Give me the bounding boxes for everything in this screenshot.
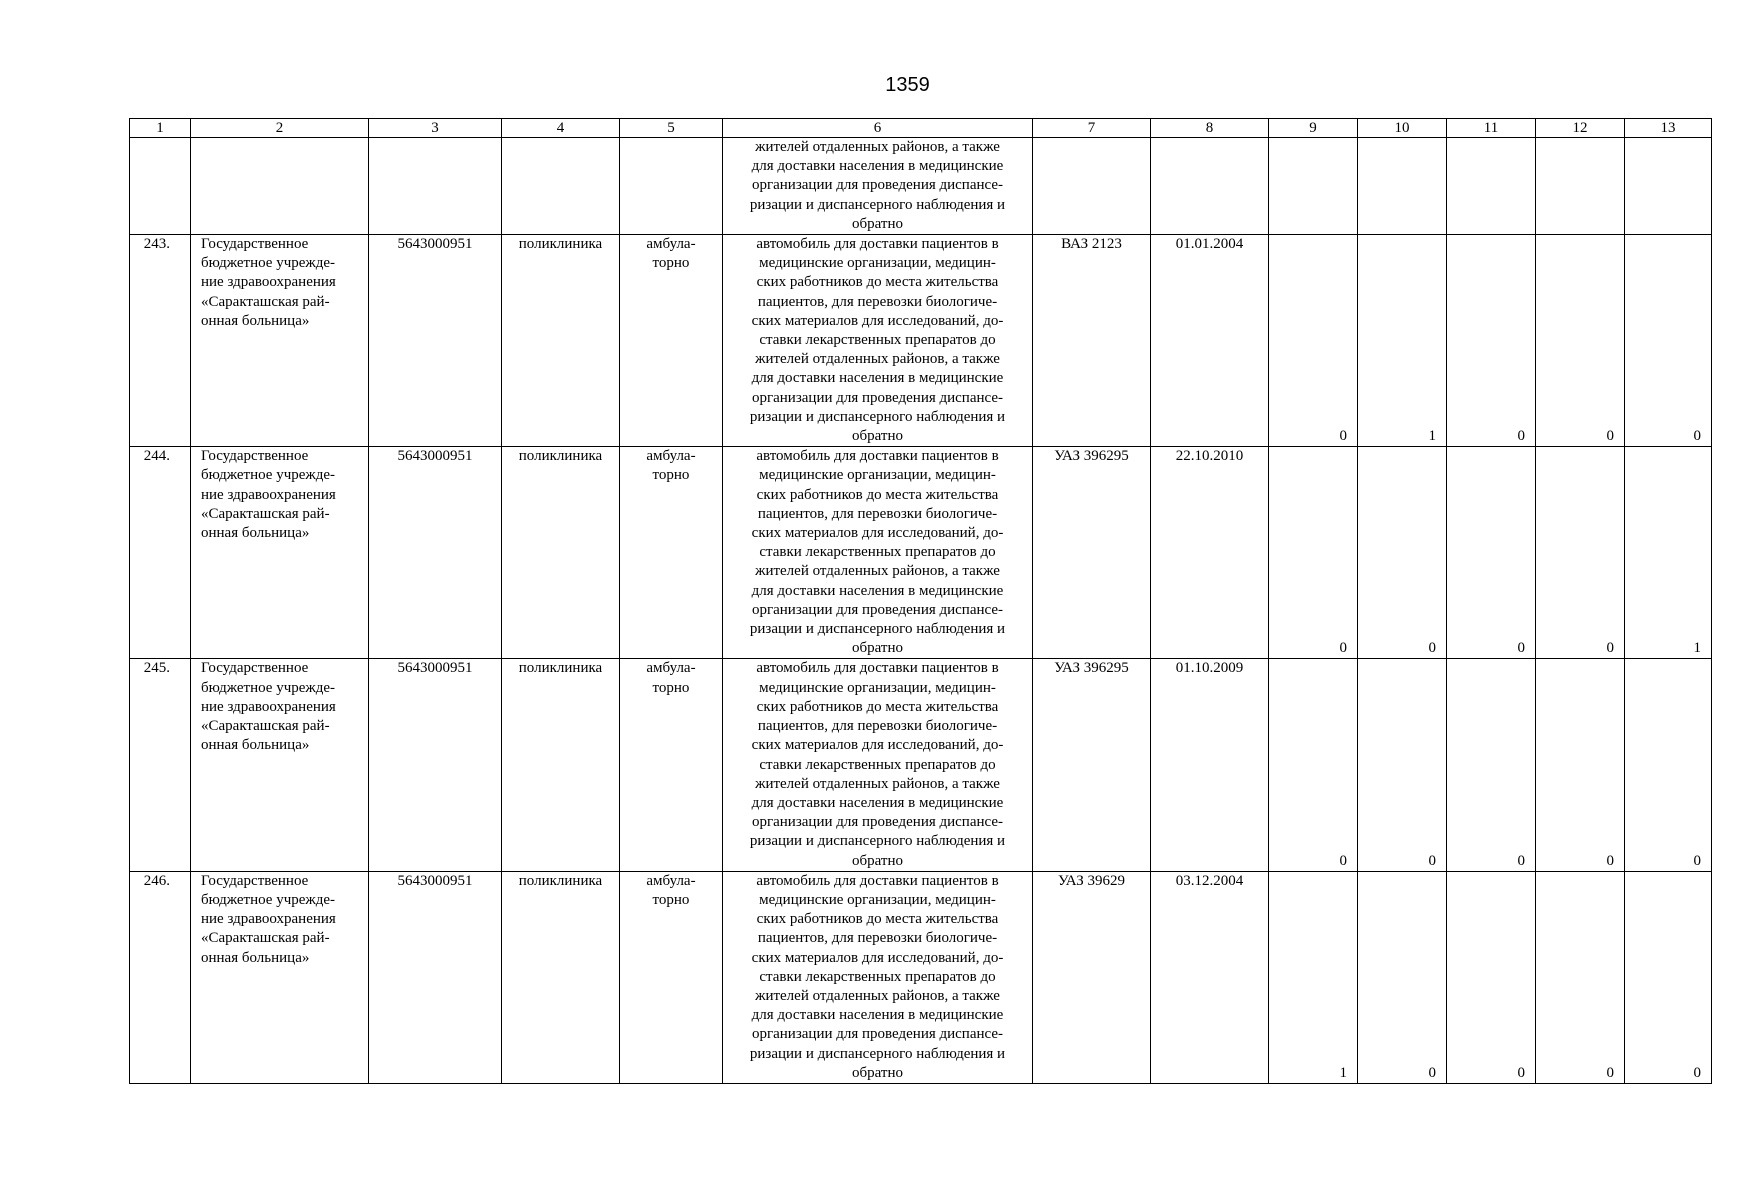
text-line: ставки лекарственных препаратов до xyxy=(759,968,996,985)
inn-cell: 5643000951 xyxy=(369,235,502,447)
cell-empty xyxy=(620,138,723,235)
text-line: пациентов, для перевозки биологиче- xyxy=(757,505,998,522)
text-line: ризации и диспансерного наблюдения и xyxy=(749,1045,1006,1062)
text-line: онная больница» xyxy=(201,737,310,754)
inn-cell: 5643000951 xyxy=(369,659,502,871)
description-line: для доставки населения в медицинские xyxy=(751,158,1004,175)
flag-cell: 0 xyxy=(1269,447,1358,659)
text-line: бюджетное учрежде- xyxy=(201,891,336,908)
text-line: для доставки населения в медицинские xyxy=(751,1007,1004,1024)
text-line: бюджетное учрежде- xyxy=(201,679,336,696)
cell-empty xyxy=(369,138,502,235)
flag-cell: 0 xyxy=(1447,871,1536,1083)
column-number-row xyxy=(130,119,1712,138)
description-line: обратно xyxy=(852,215,903,232)
unit-cell: поликлиника xyxy=(502,235,620,447)
text-line: жителей отдаленных районов, а также xyxy=(755,351,1000,368)
column-header: 4 xyxy=(502,119,620,138)
text-line: ских материалов для исследований, до- xyxy=(751,312,1004,329)
text-line: ских работников до места жительства xyxy=(756,911,999,928)
cell-empty xyxy=(1625,138,1712,235)
vehicle-register-table xyxy=(129,118,1712,1084)
column-header: 5 xyxy=(620,119,723,138)
text-line: жителей отдаленных районов, а также xyxy=(755,775,1000,792)
text-line: для доставки населения в медицинские xyxy=(751,582,1004,599)
flag-cell: 0 xyxy=(1625,235,1712,447)
text-line: онная больница» xyxy=(201,312,310,329)
flag-cell: 1 xyxy=(1269,871,1358,1083)
text-line: амбула- xyxy=(646,236,696,253)
flag-cell: 0 xyxy=(1447,659,1536,871)
column-header: 8 xyxy=(1151,119,1269,138)
description-line: ризации и диспансерного наблюдения и xyxy=(749,196,1006,213)
continuation-row xyxy=(130,138,1712,235)
column-header: 9 xyxy=(1269,119,1358,138)
organization-cell xyxy=(191,871,369,1083)
flag-cell: 0 xyxy=(1447,235,1536,447)
cell-empty xyxy=(1033,138,1151,235)
care-type-cell xyxy=(620,447,723,659)
text-line: ских работников до места жительства xyxy=(756,274,999,291)
vehicle-model-cell: УАЗ 396295 xyxy=(1033,659,1151,871)
text-line: Государственное xyxy=(201,872,309,889)
flag-cell: 1 xyxy=(1625,447,1712,659)
text-line: ских материалов для исследований, до- xyxy=(751,737,1004,754)
date-cell: 01.10.2009 xyxy=(1151,659,1269,871)
text-line: Государственное xyxy=(201,660,309,677)
text-line: торно xyxy=(652,467,690,484)
text-line: автомобиль для доставки пациентов в xyxy=(756,660,999,677)
flag-cell: 0 xyxy=(1536,447,1625,659)
text-line: для доставки населения в медицинские xyxy=(751,794,1004,811)
text-line: автомобиль для доставки пациентов в xyxy=(756,872,999,889)
flag-cell: 0 xyxy=(1536,871,1625,1083)
organization-cell xyxy=(191,447,369,659)
flag-cell: 0 xyxy=(1536,659,1625,871)
text-line: жителей отдаленных районов, а также xyxy=(755,563,1000,580)
table-row xyxy=(130,235,1712,447)
care-type-cell xyxy=(620,659,723,871)
purpose-cell xyxy=(723,235,1033,447)
text-line: бюджетное учрежде- xyxy=(201,255,336,272)
row-number: 244. xyxy=(130,447,191,659)
date-cell: 01.01.2004 xyxy=(1151,235,1269,447)
unit-cell: поликлиника xyxy=(502,447,620,659)
text-line: медицинские организации, медицин- xyxy=(759,467,996,484)
text-line: Государственное xyxy=(201,236,309,253)
text-line: ских материалов для исследований, до- xyxy=(751,525,1004,542)
text-line: онная больница» xyxy=(201,525,310,542)
purpose-cell xyxy=(723,447,1033,659)
text-line: ризации и диспансерного наблюдения и xyxy=(749,621,1006,638)
column-header: 2 xyxy=(191,119,369,138)
text-line: пациентов, для перевозки биологиче- xyxy=(757,718,998,735)
text-line: ризации и диспансерного наблюдения и xyxy=(749,833,1006,850)
flag-cell: 1 xyxy=(1358,235,1447,447)
continuation-description xyxy=(723,138,1033,235)
text-line: амбула- xyxy=(646,660,696,677)
text-line: ние здравоохранения xyxy=(201,274,336,291)
organization-cell xyxy=(191,659,369,871)
vehicle-model-cell: УАЗ 396295 xyxy=(1033,447,1151,659)
date-cell: 22.10.2010 xyxy=(1151,447,1269,659)
unit-cell: поликлиника xyxy=(502,659,620,871)
text-line: организации для проведения диспансе- xyxy=(751,389,1004,406)
cell-empty xyxy=(130,138,191,235)
text-line: ставки лекарственных препаратов до xyxy=(759,544,996,561)
cell-empty xyxy=(1151,138,1269,235)
row-number: 245. xyxy=(130,659,191,871)
flag-cell: 0 xyxy=(1625,871,1712,1083)
text-line: медицинские организации, медицин- xyxy=(759,255,996,272)
text-line: «Саракташская рай- xyxy=(201,718,330,735)
inn-cell: 5643000951 xyxy=(369,871,502,1083)
text-line: ских работников до места жительства xyxy=(756,486,999,503)
table-row xyxy=(130,447,1712,659)
flag-cell: 0 xyxy=(1625,659,1712,871)
text-line: для доставки населения в медицинские xyxy=(751,370,1004,387)
flag-cell: 0 xyxy=(1358,871,1447,1083)
text-line: Государственное xyxy=(201,448,309,465)
row-number: 243. xyxy=(130,235,191,447)
flag-cell: 0 xyxy=(1269,235,1358,447)
text-line: организации для проведения диспансе- xyxy=(751,814,1004,831)
column-header: 7 xyxy=(1033,119,1151,138)
organization-cell xyxy=(191,235,369,447)
column-header: 6 xyxy=(723,119,1033,138)
cell-empty xyxy=(1358,138,1447,235)
text-line: медицинские организации, медицин- xyxy=(759,679,996,696)
care-type-cell xyxy=(620,235,723,447)
text-line: автомобиль для доставки пациентов в xyxy=(756,236,999,253)
text-line: амбула- xyxy=(646,872,696,889)
column-header: 12 xyxy=(1536,119,1625,138)
cell-empty xyxy=(1447,138,1536,235)
text-line: медицинские организации, медицин- xyxy=(759,891,996,908)
text-line: ризации и диспансерного наблюдения и xyxy=(749,408,1006,425)
flag-cell: 0 xyxy=(1269,659,1358,871)
page-number: 1359 xyxy=(885,74,930,96)
text-line: ских материалов для исследований, до- xyxy=(751,949,1004,966)
row-number: 246. xyxy=(130,871,191,1083)
column-header: 13 xyxy=(1625,119,1712,138)
inn-cell: 5643000951 xyxy=(369,447,502,659)
description-line: жителей отдаленных районов, а также xyxy=(755,139,1000,155)
flag-cell: 0 xyxy=(1536,235,1625,447)
table-row xyxy=(130,871,1712,1083)
text-line: «Саракташская рай- xyxy=(201,930,330,947)
flag-cell: 0 xyxy=(1358,659,1447,871)
text-line: торно xyxy=(652,891,690,908)
date-cell: 03.12.2004 xyxy=(1151,871,1269,1083)
cell-empty xyxy=(1269,138,1358,235)
vehicle-model-cell: ВАЗ 2123 xyxy=(1033,235,1151,447)
text-line: обратно xyxy=(852,1064,903,1081)
cell-empty xyxy=(1536,138,1625,235)
text-line: пациентов, для перевозки биологиче- xyxy=(757,293,998,310)
column-header: 10 xyxy=(1358,119,1447,138)
text-line: организации для проведения диспансе- xyxy=(751,601,1004,618)
cell-empty xyxy=(502,138,620,235)
text-line: жителей отдаленных районов, а также xyxy=(755,987,1000,1004)
text-line: ставки лекарственных препаратов до xyxy=(759,756,996,773)
text-line: ние здравоохранения xyxy=(201,911,336,928)
column-header: 1 xyxy=(130,119,191,138)
column-header: 3 xyxy=(369,119,502,138)
text-line: ние здравоохранения xyxy=(201,486,336,503)
table-row xyxy=(130,659,1712,871)
text-line: обратно xyxy=(852,428,903,445)
text-line: ских работников до места жительства xyxy=(756,698,999,715)
flag-cell: 0 xyxy=(1447,447,1536,659)
purpose-cell xyxy=(723,659,1033,871)
column-header: 11 xyxy=(1447,119,1536,138)
text-line: ставки лекарственных препаратов до xyxy=(759,332,996,349)
text-line: автомобиль для доставки пациентов в xyxy=(756,448,999,465)
text-line: пациентов, для перевозки биологиче- xyxy=(757,930,998,947)
cell-empty xyxy=(191,138,369,235)
text-line: амбула- xyxy=(646,448,696,465)
text-line: «Саракташская рай- xyxy=(201,505,330,522)
text-line: обратно xyxy=(852,640,903,657)
text-line: обратно xyxy=(852,852,903,869)
unit-cell: поликлиника xyxy=(502,871,620,1083)
text-line: онная больница» xyxy=(201,949,310,966)
vehicle-model-cell: УАЗ 39629 xyxy=(1033,871,1151,1083)
text-line: бюджетное учрежде- xyxy=(201,467,336,484)
care-type-cell xyxy=(620,871,723,1083)
description-line: организации для проведения диспансе- xyxy=(751,177,1004,194)
purpose-cell xyxy=(723,871,1033,1083)
text-line: организации для проведения диспансе- xyxy=(751,1026,1004,1043)
text-line: ние здравоохранения xyxy=(201,698,336,715)
text-line: торно xyxy=(652,255,690,272)
flag-cell: 0 xyxy=(1358,447,1447,659)
text-line: торно xyxy=(652,679,690,696)
text-line: «Саракташская рай- xyxy=(201,293,330,310)
